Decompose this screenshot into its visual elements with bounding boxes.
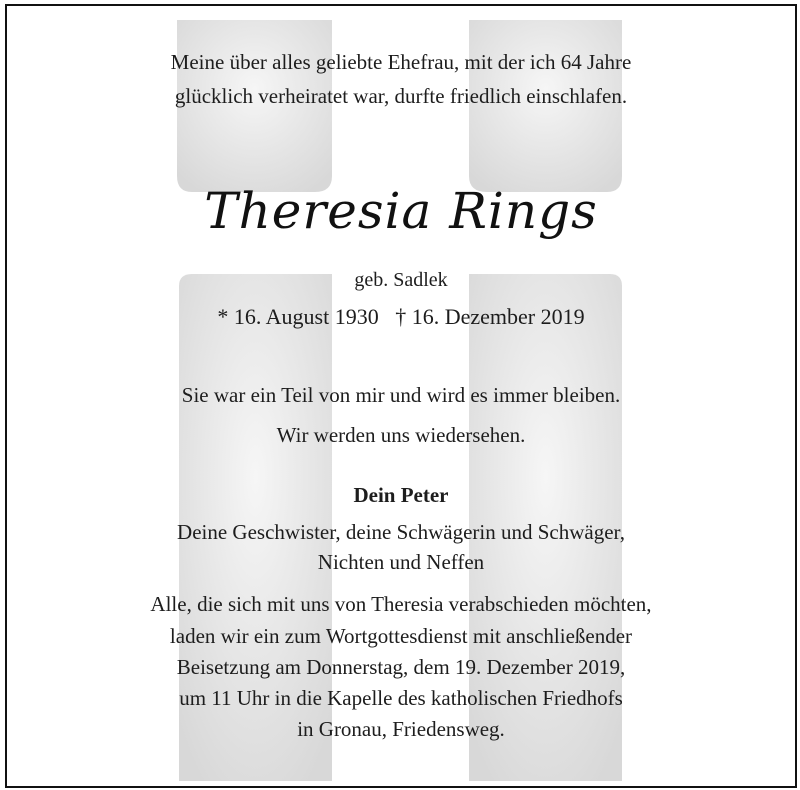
signer: Dein Peter xyxy=(353,483,449,507)
intro-line-2: glücklich verheiratet war, durfte friedlich einschlafen. xyxy=(174,84,628,108)
quote-line-1: Sie war ein Teil von mir und wird es immer bleiben. xyxy=(181,383,621,407)
service-line-3: Beisetzung am Donnerstag, dem 19. Dezember 2019, xyxy=(176,655,626,679)
life-dates: * 16. August 1930 † 16. Dezember 2019 xyxy=(217,304,585,329)
intro-line-1: Meine über alles geliebte Ehefrau, mit der ich 64 Jahre xyxy=(170,50,632,74)
birth-name: geb. Sadlek xyxy=(354,269,448,291)
service-line-2: laden wir ein zum Wortgottesdienst mit anschließender xyxy=(169,624,633,648)
mourners-line-1: Deine Geschwister, deine Schwägerin und Schwäger, xyxy=(177,520,625,544)
deceased-name: Theresia Rings xyxy=(204,182,598,240)
service-line-5: in Gronau, Friedensweg. xyxy=(297,717,505,741)
quote-line-2: Wir werden uns wiedersehen. xyxy=(276,423,526,447)
service-line-1: Alle, die sich mit uns von Theresia verabschieden möchten, xyxy=(150,592,652,616)
service-line-4: um 11 Uhr in die Kapelle des katholischen Friedhofs xyxy=(179,686,623,710)
obituary-frame xyxy=(5,4,797,788)
mourners-line-2: Nichten und Neffen xyxy=(317,550,485,574)
